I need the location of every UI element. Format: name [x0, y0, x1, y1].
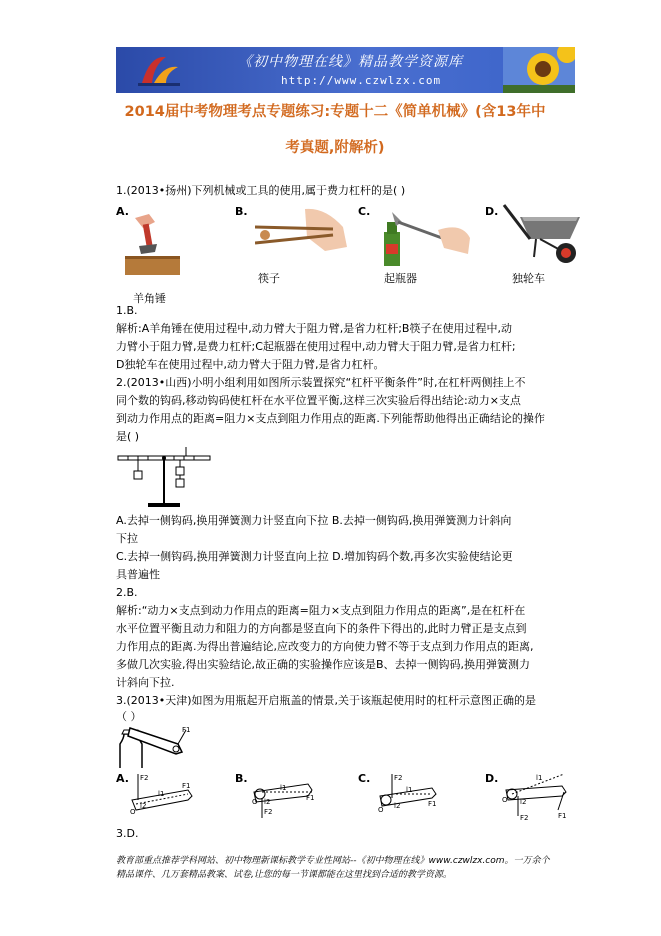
lever-balance-diagram: [116, 447, 212, 509]
q3-option-b: B.: [235, 772, 248, 785]
q3-diagram-c: [372, 770, 442, 816]
q3-c-f2: F2: [394, 774, 403, 782]
q1-option-b: B.: [235, 205, 248, 218]
q1-caption-b: 筷子: [258, 272, 280, 285]
q3-c-f1: F1: [428, 800, 437, 808]
q3-a-l1: l1: [158, 790, 165, 798]
q3-option-d: D.: [485, 772, 499, 785]
banner-url: http://www.czwlzx.com: [281, 74, 442, 87]
bottle-opener-image: [382, 208, 472, 268]
q3-c-l1: l1: [406, 786, 413, 794]
wheelbarrow-image: [500, 203, 585, 265]
header-banner: [116, 47, 575, 93]
q2-answer: 2.B.: [116, 586, 138, 599]
doc-title-line1: 2014届中考物理考点专题练习:专题十二《简单机械》(含13年中: [124, 104, 546, 120]
chopsticks-image: [255, 207, 350, 262]
q3-question-1: 3.(2013•天津)如图为用瓶起开启瓶盖的情景,关于该瓶起使用时的杠杆示意图正确的是: [116, 694, 537, 707]
q3-a-o: O: [130, 808, 136, 816]
q2-analysis-4: 多做几次实验,得出实验结论,故正确的实验操作应该是B、去掉一侧钩码,换用弹簧测力: [116, 658, 531, 671]
sunflower-image: [503, 47, 575, 93]
q3-c-o: O: [378, 806, 384, 814]
q3-d-f2: F2: [520, 814, 529, 822]
q2-option-line-3: C.去掉一侧钩码,换用弹簧测力计竖直向上拉 D.增加钩码个数,再多次实验使结论更: [116, 550, 513, 563]
q3-a-f1: F1: [182, 782, 191, 790]
q1-option-d: D.: [485, 205, 499, 218]
q3-a-f2: F2: [140, 774, 149, 782]
q2-question-4: 是( ): [116, 430, 140, 443]
q2-analysis-5: 计斜向下拉.: [116, 676, 175, 689]
q1-answer: 1.B.: [116, 304, 138, 317]
q2-analysis-1: 解析:“动力×支点到动力作用点的距离=阻力×支点到阻力作用点的距离”,是在杠杆在: [116, 604, 526, 617]
q1-caption-c: 起瓶器: [384, 272, 417, 285]
q1-analysis-2: 力臂小于阻力臂,是费力杠杆;C起瓶器在使用过程中,动力臂大于阻力臂,是省力杠杆;: [116, 340, 516, 353]
q2-option-line-1: A.去掉一侧钩码,换用弹簧测力计竖直向下拉 B.去掉一侧钩码,换用弹簧测力计斜向: [116, 514, 512, 527]
q1-question: 1.(2013•扬州)下列机械或工具的使用,属于费力杠杆的是( ): [116, 184, 406, 197]
q3-a-l2: l2: [140, 802, 147, 810]
page-footer: 教育部重点推荐学科网站、初中物理新课标教学专业性网站--《初中物理在线》www.czwlzx.com。一万余个精品课件、几万套精品教案、试卷,让您的每一节课都能在这里找到合适的教学资源。: [116, 856, 550, 880]
q1-analysis-1: 解析:A羊角锤在使用过程中,动力臂大于阻力臂,是省力杠杆;B筷子在使用过程中,动: [116, 322, 512, 335]
q3-b-f1: F1: [306, 794, 315, 802]
q1-option-c: C.: [358, 205, 371, 218]
q3-d-o: O: [502, 796, 508, 804]
q3-d-l1: l1: [536, 774, 543, 782]
q3-diagram-b: [250, 772, 318, 820]
q3-b-f2: F2: [264, 808, 273, 816]
q3-option-a: A.: [116, 772, 129, 785]
q1-option-a: A.: [116, 205, 129, 218]
q1-caption-d: 独轮车: [512, 272, 545, 285]
q2-analysis-3: 力作用点的距离.为得出普遍结论,应改变力的方向使力臂不等于支点到力作用点的距离,: [116, 640, 534, 653]
q3-main-f1-label: F1: [182, 726, 191, 734]
q3-b-o: O: [252, 798, 258, 806]
q3-answer: 3.D.: [116, 827, 139, 840]
q1-analysis-3: D独轮车在使用过程中,动力臂大于阻力臂,是省力杠杆。: [116, 358, 385, 371]
q3-c-l2: l2: [394, 802, 401, 810]
q3-d-f1: F1: [558, 812, 567, 820]
q3-question-2: （ ）: [116, 710, 142, 723]
hammer-image: [125, 210, 180, 275]
q2-option-line-4: 具普遍性: [116, 568, 160, 581]
banner-title: 《初中物理在线》精品教学资源库: [238, 54, 463, 70]
q3-diagram-a: [128, 770, 196, 816]
q2-question-3: 到动力作用点的距离=阻力×支点到阻力作用点的距离.下列能帮助他得出正确结论的操作: [116, 412, 545, 425]
q3-diagram-d: [500, 772, 575, 824]
site-logo: [136, 51, 182, 89]
q2-analysis-2: 水平位置平衡且动力和阻力的方向都是竖直向下的条件下得出的,此时力臂正是支点到: [116, 622, 527, 635]
q3-option-c: C.: [358, 772, 371, 785]
q2-option-line-2: 下拉: [116, 532, 138, 545]
q2-question-1: 2.(2013•山西)小明小组利用如图所示装置探究“杠杆平衡条件”时,在杠杆两侧挂上不: [116, 376, 526, 389]
doc-title-line2: 考真题,附解析): [285, 140, 385, 156]
q2-question-2: 同个数的钩码,移动钩码使杠杆在水平位置平衡,这样三次实验后得出结论:动力×支点: [116, 394, 521, 407]
q3-b-l1: l1: [280, 784, 287, 792]
q1-caption-a: 羊角锤: [133, 292, 166, 305]
bottle-opener-diagram: [116, 722, 194, 768]
q3-d-l2: l2: [520, 798, 527, 806]
q3-b-l2: l2: [264, 798, 271, 806]
